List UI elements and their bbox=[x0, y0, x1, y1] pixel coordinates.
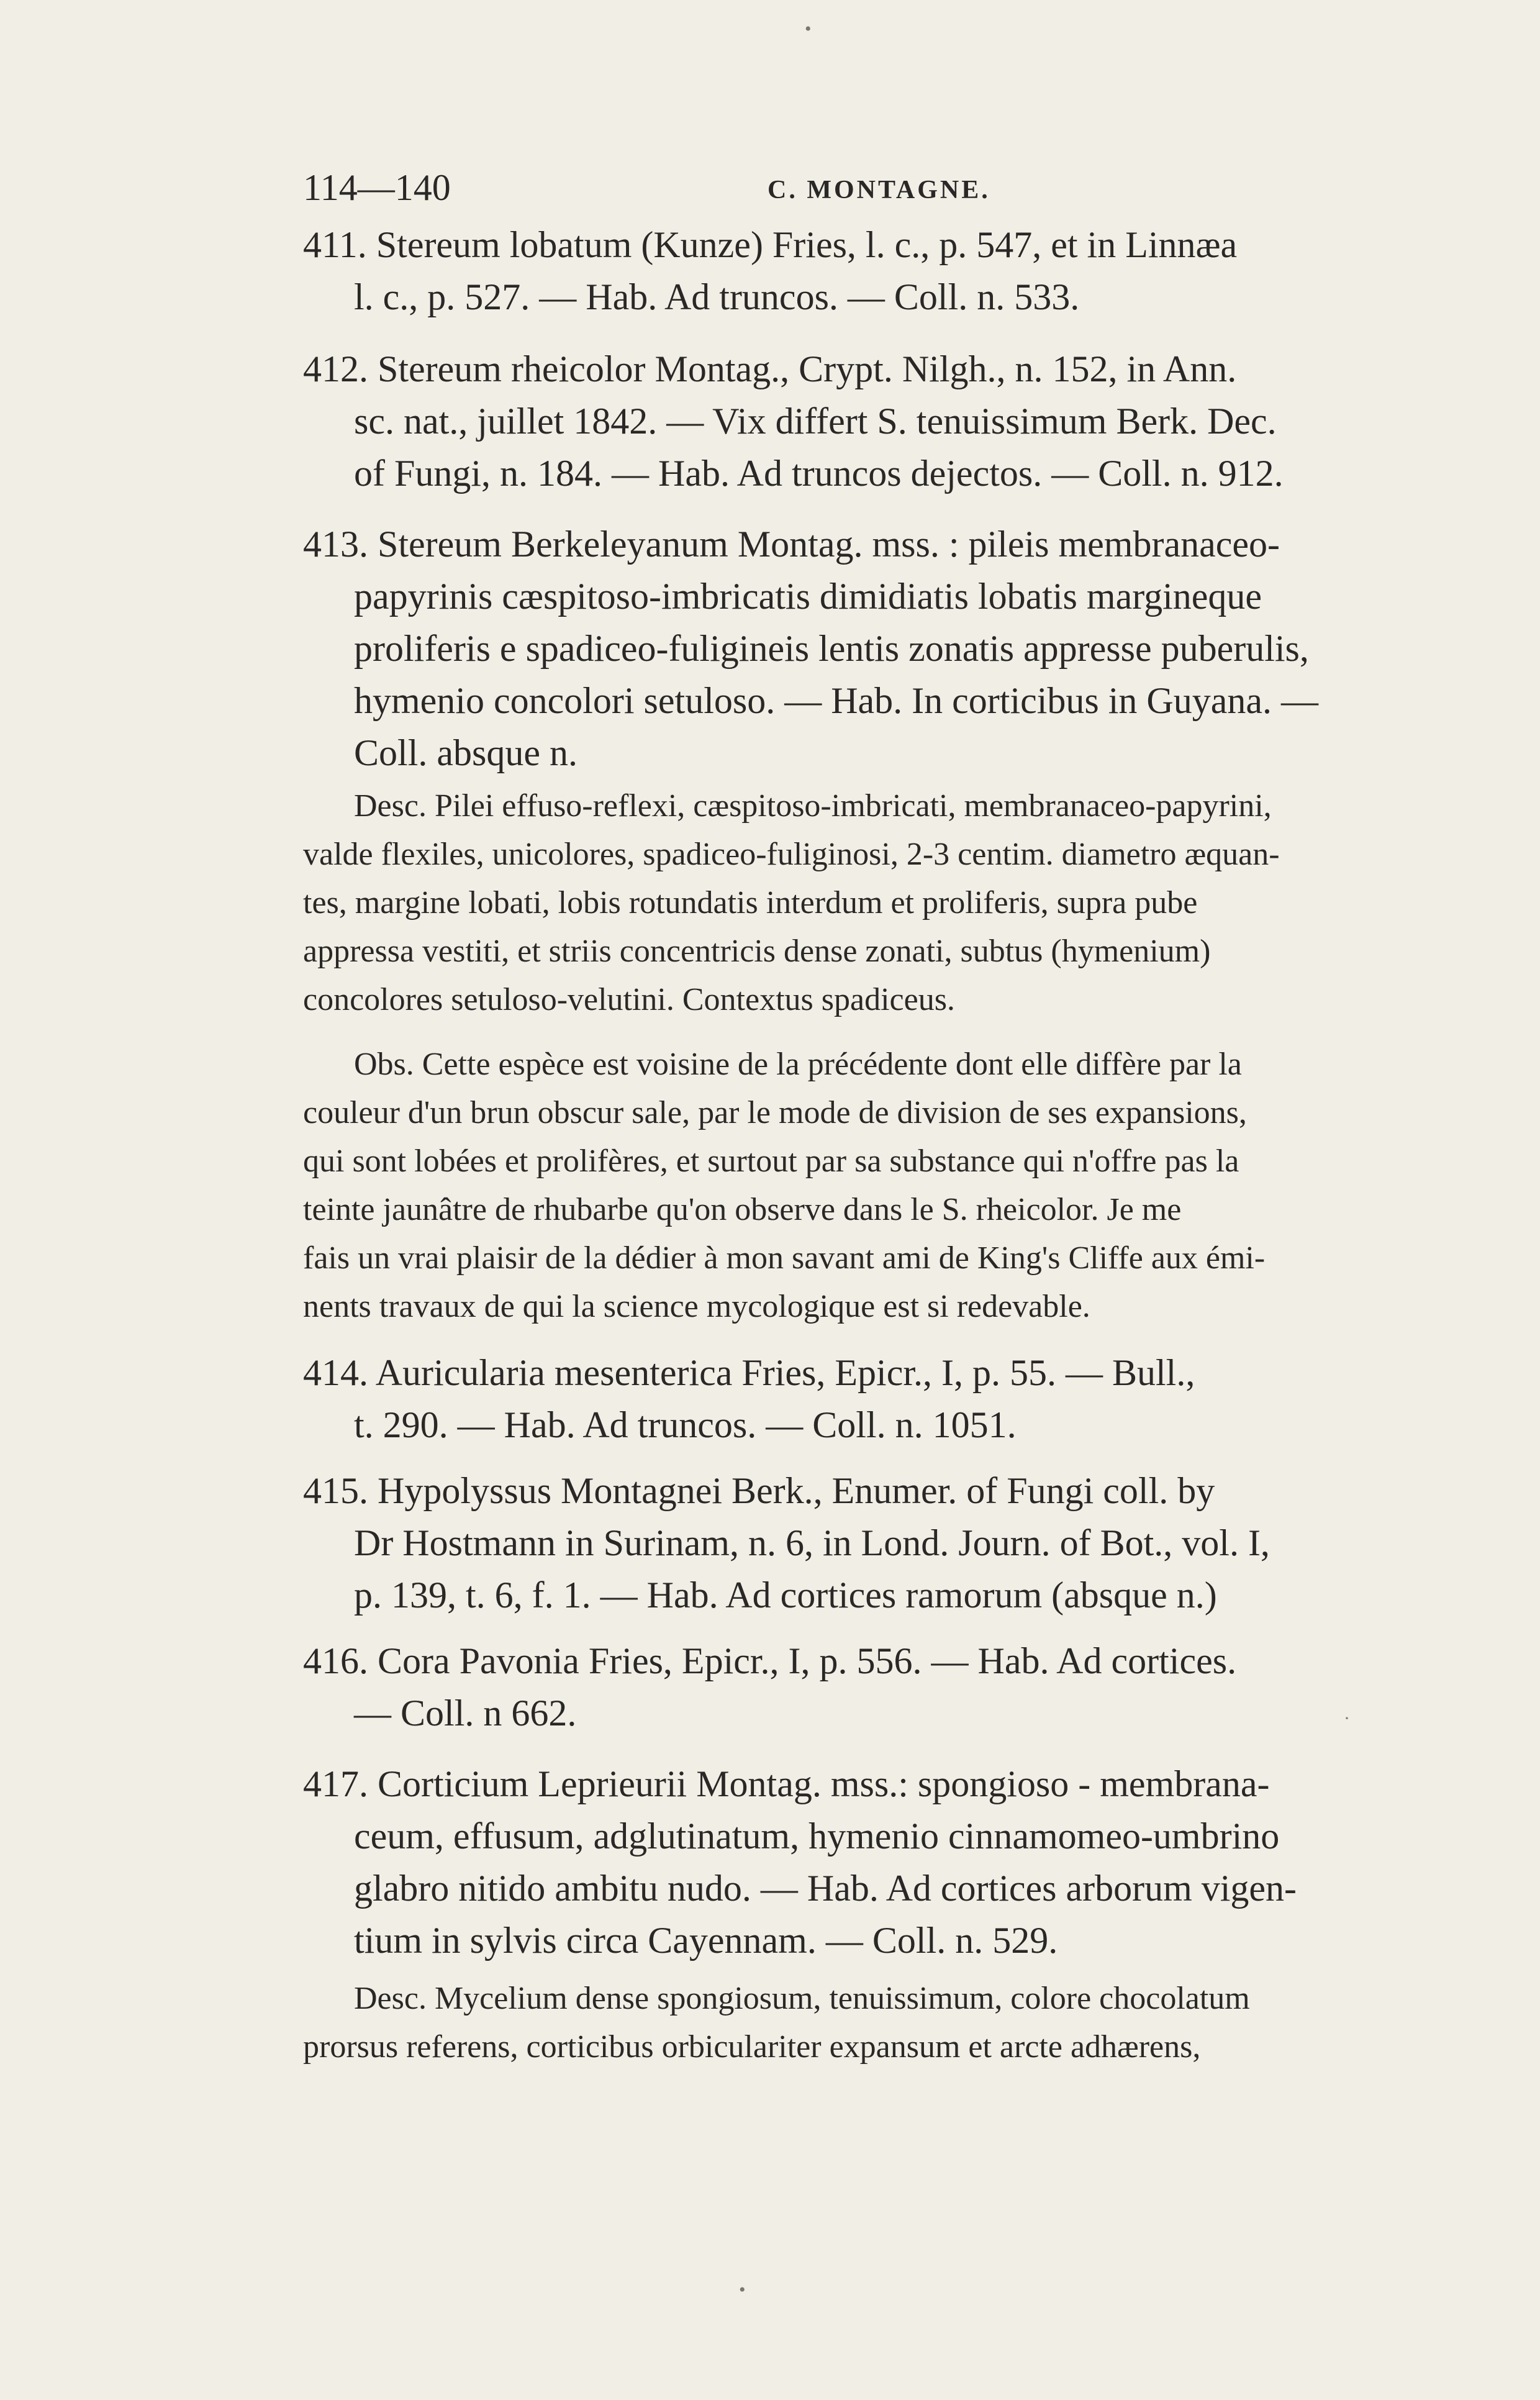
entry-line: glabro nitido ambitu nudo. — Hab. Ad cortices arborum vigen- bbox=[354, 1868, 1297, 1909]
desc-line: Desc. Mycelium dense spongiosum, tenuissimum, colore chocolatum bbox=[354, 1981, 1250, 2016]
entry-line: 417. Corticium Leprieurii Montag. mss.: spongioso - membrana- bbox=[303, 1763, 1270, 1804]
obs-line: couleur d'un brun obscur sale, par le mode de division de ses expansions, bbox=[303, 1095, 1247, 1130]
print-speck: · bbox=[1344, 1708, 1350, 1729]
obs-line: teinte jaunâtre de rhubarbe qu'on observe dans le S. rheicolor. Je me bbox=[303, 1192, 1182, 1227]
entry-line: of Fungi, n. 184. — Hab. Ad truncos dejectos. — Coll. n. 912. bbox=[354, 453, 1284, 494]
entry-line: papyrinis cæspitoso-imbricatis dimidiatis lobatis margineque bbox=[354, 576, 1262, 617]
entry-line: ceum, effusum, adglutinatum, hymenio cinnamomeo-umbrino bbox=[354, 1816, 1280, 1857]
desc-line: concolores setuloso-velutini. Contextus spadiceus. bbox=[303, 982, 955, 1017]
desc-line: tes, margine lobati, lobis rotundatis interdum et proliferis, supra pube bbox=[303, 885, 1198, 920]
entry-line: Dr Hostmann in Surinam, n. 6, in Lond. Journ. of Bot., vol. I, bbox=[354, 1522, 1270, 1563]
obs-line: qui sont lobées et prolifères, et surtout par sa substance qui n'offre pas la bbox=[303, 1143, 1239, 1179]
entry-line: 416. Cora Pavonia Fries, Epicr., I, p. 556. — Hab. Ad cortices. bbox=[303, 1640, 1237, 1681]
entry-line: proliferis e spadiceo-fuligineis lentis zonatis appresse puberulis, bbox=[354, 628, 1309, 669]
entry-line: l. c., p. 527. — Hab. Ad truncos. — Coll. n. 533. bbox=[354, 276, 1080, 317]
desc-line: Desc. Pilei effuso-reflexi, cæspitoso-imbricati, membranaceo-papyrini, bbox=[354, 788, 1272, 824]
entry-line: 414. Auricularia mesenterica Fries, Epicr., I, p. 55. — Bull., bbox=[303, 1352, 1195, 1393]
obs-line: fais un vrai plaisir de la dédier à mon savant ami de King's Cliffe aux émi- bbox=[303, 1240, 1266, 1276]
desc-line: valde flexiles, unicolores, spadiceo-fuliginosi, 2-3 centim. diametro æquan- bbox=[303, 837, 1280, 872]
print-speck: • bbox=[739, 2280, 746, 2300]
entry-line: 413. Stereum Berkeleyanum Montag. mss. : pileis membranaceo- bbox=[303, 524, 1280, 565]
desc-line: appressa vestiti, et striis concentricis dense zonati, subtus (hymenium) bbox=[303, 934, 1211, 969]
entry-line: p. 139, t. 6, f. 1. — Hab. Ad cortices ramorum (absque n.) bbox=[354, 1575, 1217, 1616]
page-number: 114—140 bbox=[303, 167, 451, 208]
entry-line: t. 290. — Hab. Ad truncos. — Coll. n. 1051. bbox=[354, 1404, 1017, 1445]
desc-line: prorsus referens, corticibus orbiculariter expansum et arcte adhærens, bbox=[303, 2029, 1201, 2065]
entry-line: 412. Stereum rheicolor Montag., Crypt. Nilgh., n. 152, in Ann. bbox=[303, 348, 1237, 389]
entry-line: sc. nat., juillet 1842. — Vix differt S. tenuissimum Berk. Dec. bbox=[354, 401, 1277, 442]
obs-line: Obs. Cette espèce est voisine de la précédente dont elle diffère par la bbox=[354, 1047, 1242, 1082]
obs-line: nents travaux de qui la science mycologique est si redevable. bbox=[303, 1289, 1090, 1324]
entry-line: 415. Hypolyssus Montagnei Berk., Enumer. of Fungi coll. by bbox=[303, 1470, 1215, 1511]
entry-line: 411. Stereum lobatum (Kunze) Fries, l. c., p. 547, et in Linnæa bbox=[303, 224, 1238, 265]
page-header bbox=[303, 166, 1495, 210]
entry-line: Coll. absque n. bbox=[354, 732, 578, 773]
entry-line: — Coll. n 662. bbox=[354, 1693, 577, 1734]
print-speck: • bbox=[805, 19, 812, 39]
entry-line: tium in sylvis circa Cayennam. — Coll. n. 529. bbox=[354, 1920, 1058, 1961]
running-title: C. MONTAGNE. bbox=[768, 176, 990, 204]
entry-line: hymenio concolori setuloso. — Hab. In corticibus in Guyana. — bbox=[354, 680, 1319, 721]
